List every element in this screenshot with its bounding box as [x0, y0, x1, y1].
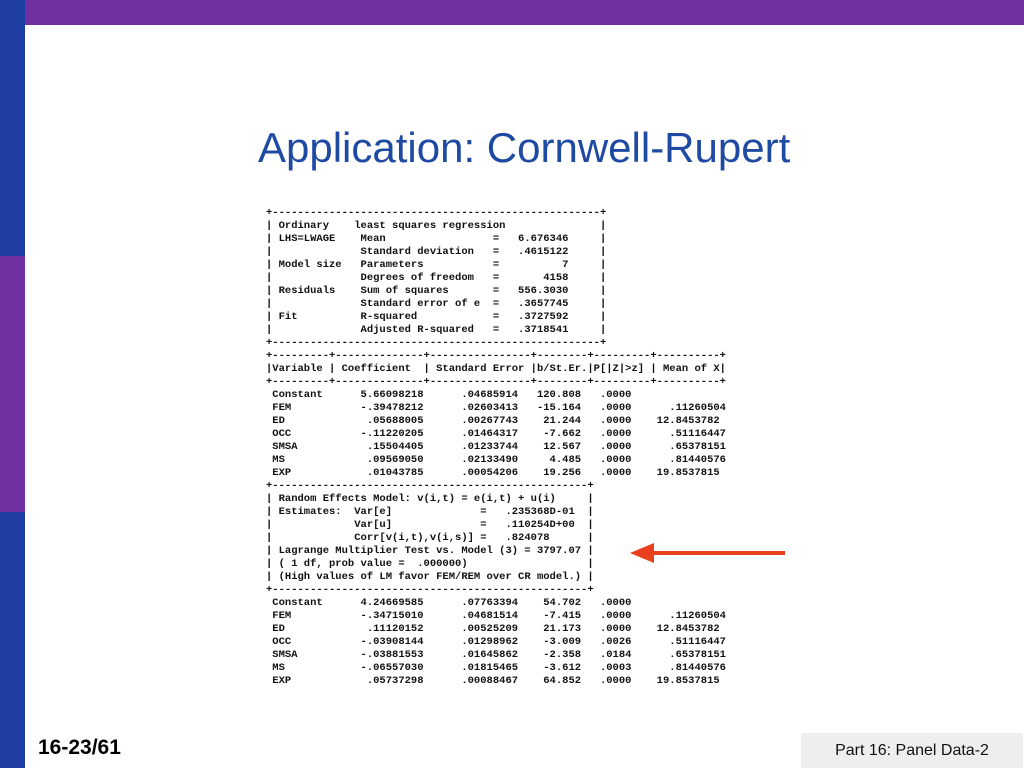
- output-line: Constant 5.66098218 .04685914 120.808 .0000: [266, 389, 632, 401]
- output-line: SMSA -.03881553 .01645862 -2.358 .0184 .65378151: [266, 649, 726, 661]
- output-line: | Fit R-squared = .3727592 |: [266, 311, 607, 323]
- output-line: | Model size Parameters = 7 |: [266, 259, 607, 271]
- output-line: SMSA .15504405 .01233744 12.567 .0000 .65378151: [266, 441, 726, 453]
- output-line: +----------------------------------------------------+: [266, 337, 607, 349]
- output-line: +--------------------------------------------------+: [266, 584, 594, 596]
- slide-number: 16-23/61: [38, 736, 121, 759]
- output-line: | LHS=LWAGE Mean = 6.676346 |: [266, 233, 607, 245]
- output-line: | Standard error of e = .3657745 |: [266, 298, 607, 310]
- top-decorative-bar: [0, 0, 1024, 25]
- output-line: | Ordinary least squares regression |: [266, 220, 607, 232]
- output-line: EXP .05737298 .00088467 64.852 .0000 19.8537815: [266, 675, 720, 687]
- output-line: +--------------------------------------------------+: [266, 480, 594, 492]
- left-decorative-bar-top: [0, 0, 25, 256]
- left-arrow-icon: [630, 540, 790, 566]
- left-decorative-bar-middle: [0, 256, 25, 512]
- output-line: +---------+--------------+----------------+--------+---------+----------+: [266, 350, 726, 362]
- output-line: MS -.06557030 .01815465 -3.612 .0003 .81440576: [266, 662, 726, 674]
- output-line: Constant 4.24669585 .07763394 54.702 .0000: [266, 597, 632, 609]
- regression-output: [266, 207, 726, 688]
- output-line: | Lagrange Multiplier Test vs. Model (3) = 3797.07 |: [266, 545, 594, 557]
- output-line: MS .09569050 .02133490 4.485 .0000 .81440576: [266, 454, 726, 466]
- output-line: | Standard deviation = .4615122 |: [266, 246, 607, 258]
- output-line: EXP .01043785 .00054206 19.256 .0000 19.8537815: [266, 467, 720, 479]
- output-line: ED .05688005 .00267743 21.244 .0000 12.8453782: [266, 415, 720, 427]
- output-line: |Variable | Coefficient | Standard Error |b/St.Er.|P[|Z|>z] | Mean of X|: [266, 363, 726, 375]
- output-line: | Estimates: Var[e] = .235368D-01 |: [266, 506, 594, 518]
- output-line: | Degrees of freedom = 4158 |: [266, 272, 607, 284]
- output-line: FEM -.34715010 .04681514 -7.415 .0000 .11260504: [266, 610, 726, 622]
- output-line: ED .11120152 .00525209 21.173 .0000 12.8453782: [266, 623, 720, 635]
- output-line: | Corr[v(i,t),v(i,s)] = .824078 |: [266, 532, 594, 544]
- slide-title: Application: Cornwell-Rupert: [258, 124, 791, 171]
- output-line: | Residuals Sum of squares = 556.3030 |: [266, 285, 607, 297]
- output-line: OCC -.03908144 .01298962 -3.009 .0026 .51116447: [266, 636, 726, 648]
- output-line: | Adjusted R-squared = .3718541 |: [266, 324, 607, 336]
- output-line: FEM -.39478212 .02603413 -15.164 .0000 .11260504: [266, 402, 726, 414]
- output-line: | Random Effects Model: v(i,t) = e(i,t) + u(i) |: [266, 493, 594, 505]
- output-line: | (High values of LM favor FEM/REM over CR model.) |: [266, 571, 594, 583]
- output-line: +---------+--------------+----------------+--------+---------+----------+: [266, 376, 726, 388]
- output-line: | ( 1 df, prob value = .000000) |: [266, 558, 594, 570]
- footer-label: Part 16: Panel Data-2: [835, 741, 989, 759]
- left-decorative-bar-bottom: [0, 512, 25, 768]
- footer-box: [801, 733, 1023, 768]
- output-line: +----------------------------------------------------+: [266, 207, 607, 219]
- output-line: OCC -.11220205 .01464317 -7.662 .0000 .51116447: [266, 428, 726, 440]
- output-line: | Var[u] = .110254D+00 |: [266, 519, 594, 531]
